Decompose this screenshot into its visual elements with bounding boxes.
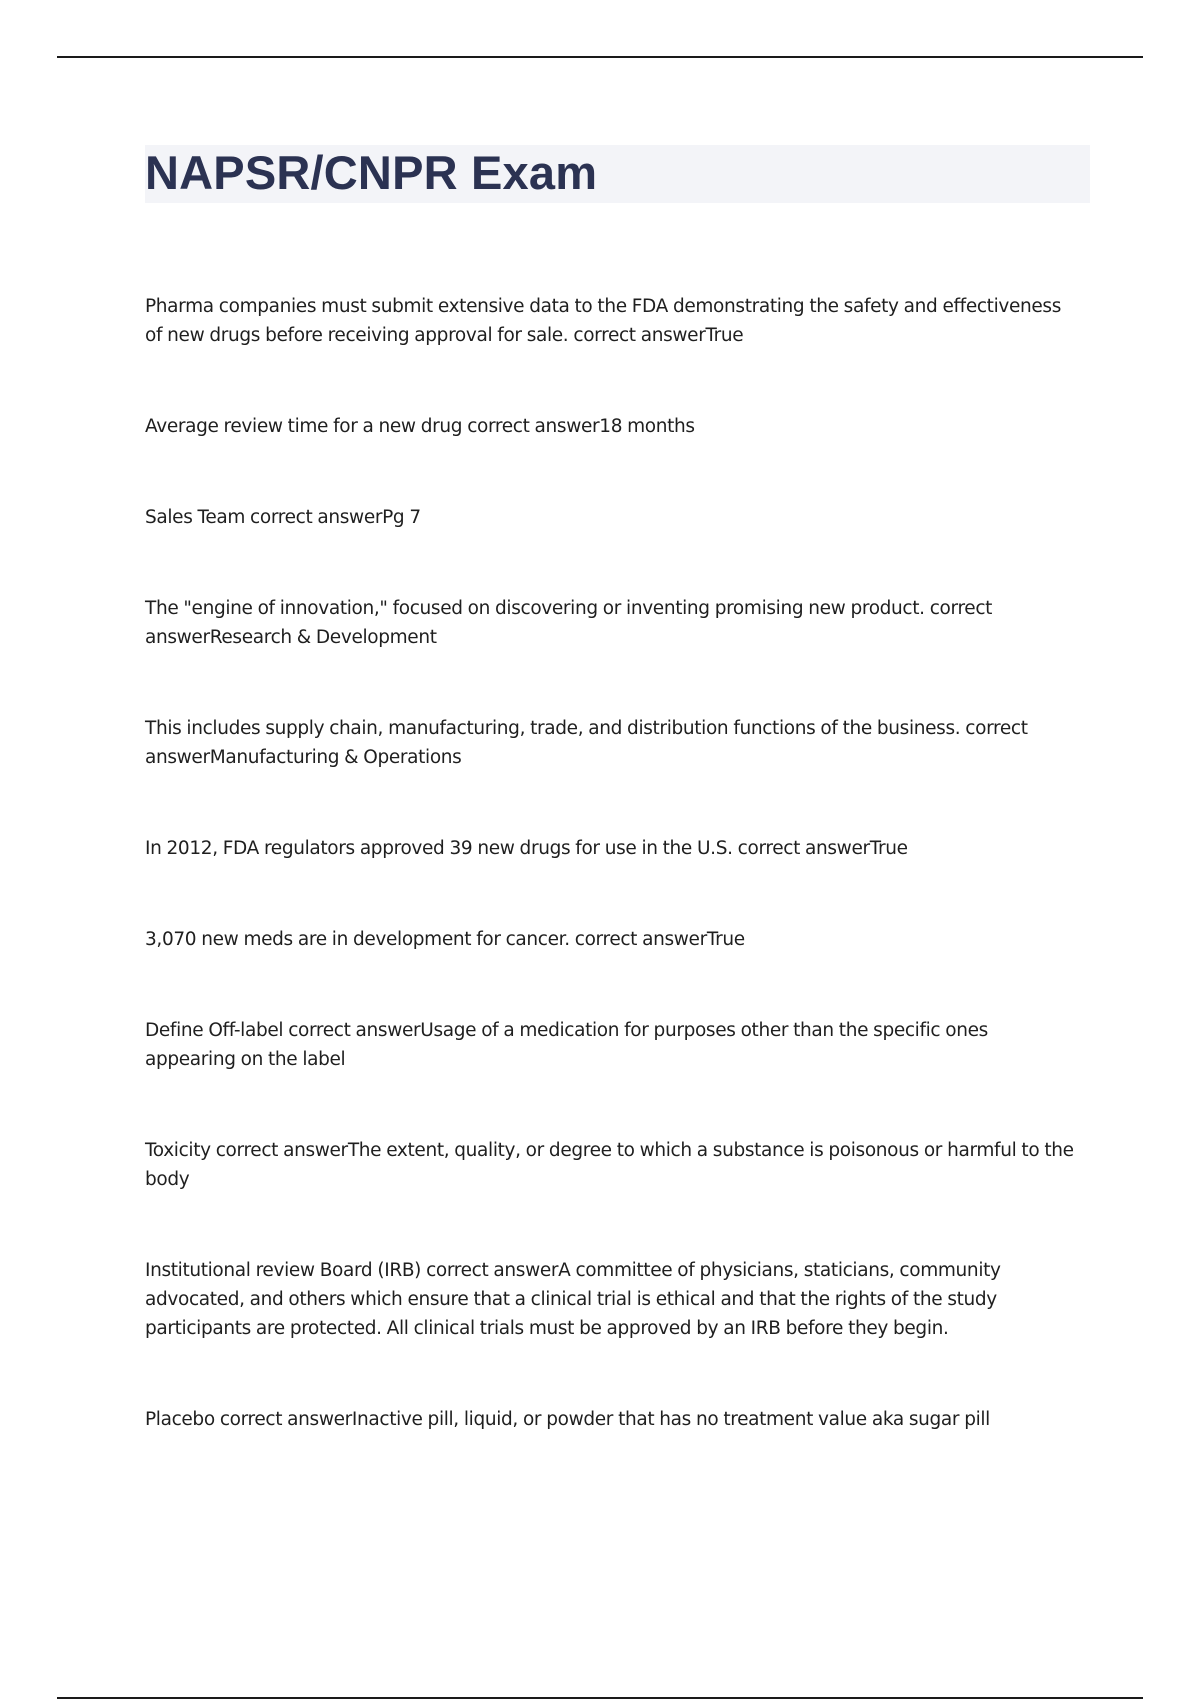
qa-item: This includes supply chain, manufacturing, trade, and distribution functions of the business. correct answerManufacturing & Operations bbox=[145, 718, 1028, 768]
qa-item: 3,070 new meds are in development for cancer. correct answerTrue bbox=[145, 929, 745, 950]
qa-item: Placebo correct answerInactive pill, liquid, or powder that has no treatment value aka sugar pill bbox=[145, 1409, 990, 1430]
qa-item: Sales Team correct answerPg 7 bbox=[145, 507, 421, 528]
qa-item: Institutional review Board (IRB) correct answerA committee of physicians, staticians, community advocated, and others which ensure that a clinical trial is ethical and that the rights of the study participants are protected. All clinical trials must be approved by an IRB before they begin. bbox=[145, 1260, 1001, 1339]
qa-item: Define Off-label correct answerUsage of a medication for purposes other than the specific ones appearing on the label bbox=[145, 1020, 988, 1070]
qa-item: Toxicity correct answerThe extent, quality, or degree to which a substance is poisonous or harmful to the body bbox=[145, 1140, 1074, 1190]
qa-item: In 2012, FDA regulators approved 39 new drugs for use in the U.S. correct answerTrue bbox=[145, 838, 908, 859]
qa-item: Pharma companies must submit extensive data to the FDA demonstrating the safety and effectiveness of new drugs before receiving approval for sale. correct answerTrue bbox=[145, 296, 1061, 346]
page-title: NAPSR/CNPR Exam bbox=[145, 146, 598, 199]
header-rule bbox=[57, 56, 1143, 58]
footer-rule bbox=[57, 1697, 1143, 1699]
qa-item: Average review time for a new drug correct answer18 months bbox=[145, 416, 695, 437]
qa-item: The "engine of innovation," focused on discovering or inventing promising new product. correct answerResearch & Development bbox=[145, 598, 993, 648]
qa-list bbox=[145, 292, 1080, 1496]
